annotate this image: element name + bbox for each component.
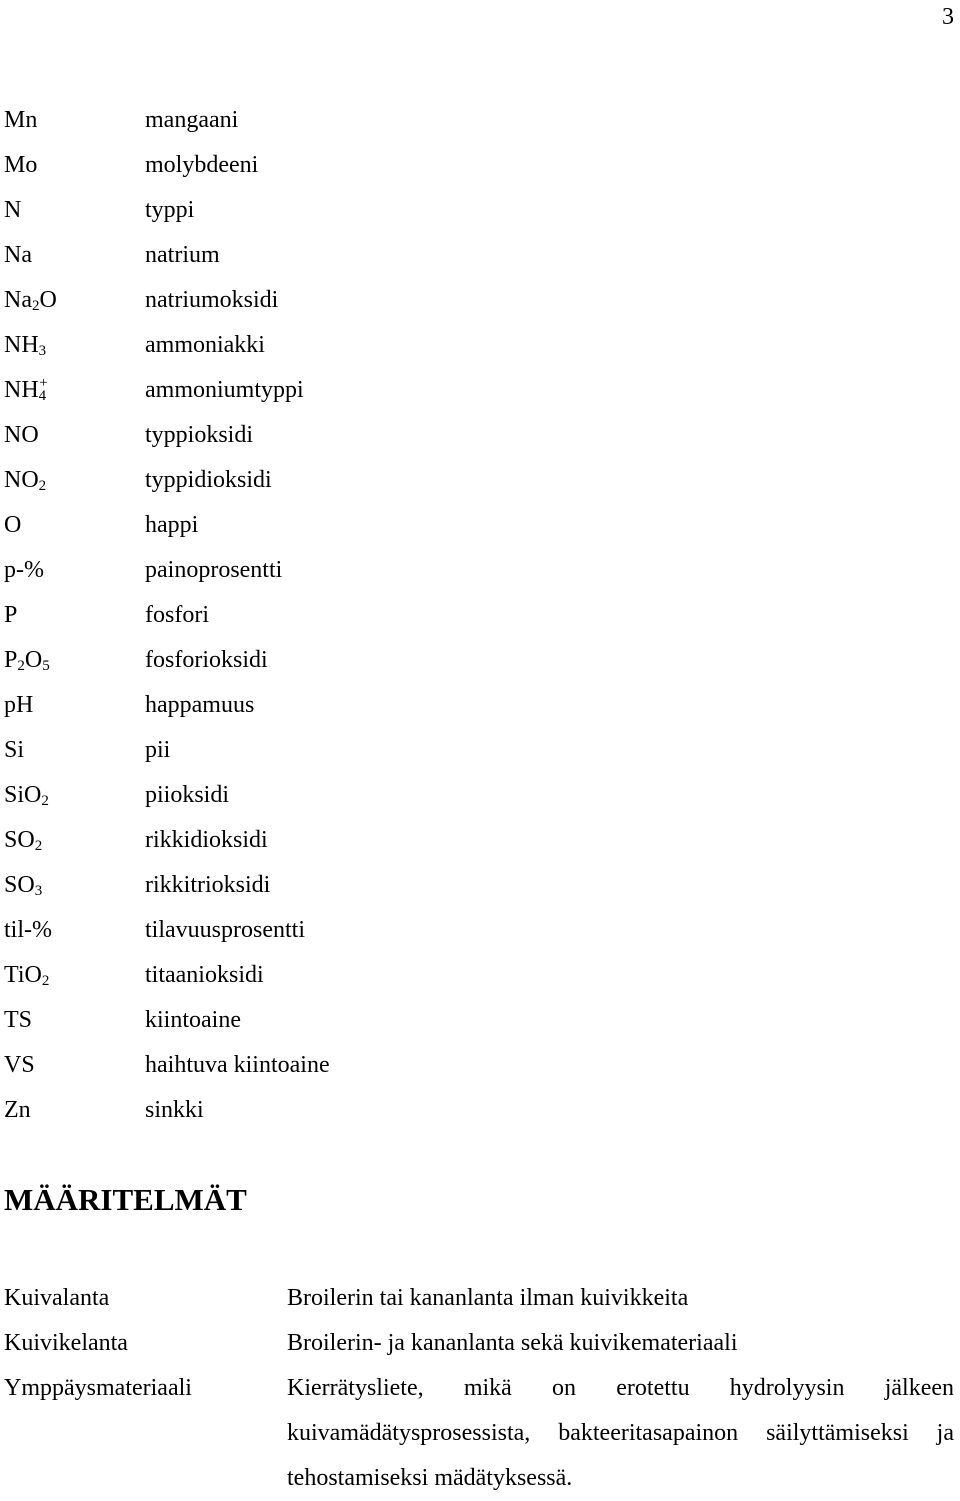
definitions-heading: MÄÄRITELMÄT [4, 1182, 247, 1217]
abbreviation-row [4, 548, 604, 593]
abbreviation-definition: pii [145, 737, 171, 763]
abbreviation-definition: typpioksidi [145, 422, 254, 448]
abbreviation-definition: happamuus [145, 692, 255, 718]
abbreviation-definition: ammoniakki [145, 332, 265, 358]
abbreviation-row [4, 638, 604, 683]
abbreviation-row [4, 503, 604, 548]
definition-row [4, 1366, 954, 1501]
abbreviation-term: TS [4, 1007, 33, 1033]
abbreviation-term: P [4, 602, 18, 628]
abbreviation-term: $NO_2$ [4, 467, 47, 494]
abbreviation-term: NO [4, 422, 39, 448]
abbreviation-definition: rikkitrioksidi [145, 872, 271, 898]
abbreviation-row [4, 818, 604, 863]
abbreviation-row [4, 1088, 604, 1133]
abbreviation-list [4, 98, 604, 1133]
abbreviation-term: $P_2O_5$ [4, 647, 50, 674]
definition-text: Broilerin tai kananlanta ilman kuivikkeita [287, 1285, 689, 1311]
abbreviation-row [4, 368, 604, 413]
abbreviation-row [4, 278, 604, 323]
definition-text: Kierrätysliete, mikä on erotettu hydrolyysin jälkeen kuivamädätysprosessista, bakteeritasapainon säilyttämiseksi ja tehostamiseksi mädätyksessä. [287, 1375, 954, 1491]
abbreviation-row [4, 458, 604, 503]
abbreviation-row [4, 188, 604, 233]
abbreviation-term: $NH_3$ [4, 332, 47, 359]
definition-text: Broilerin- ja kananlanta sekä kuivikemateriaali [287, 1330, 738, 1356]
abbreviation-definition: typpidioksidi [145, 467, 272, 493]
abbreviation-row [4, 953, 604, 998]
abbreviation-definition: happi [145, 512, 199, 538]
abbreviation-term: $SO_2$ [4, 827, 43, 854]
abbreviation-definition: sinkki [145, 1097, 204, 1123]
abbreviation-definition: molybdeeni [145, 152, 259, 178]
abbreviation-row [4, 323, 604, 368]
definition-row [4, 1321, 954, 1366]
abbreviation-row [4, 233, 604, 278]
abbreviation-row [4, 98, 604, 143]
abbreviation-row [4, 998, 604, 1043]
page-number: 3 [942, 4, 954, 30]
abbreviation-term: Mn [4, 107, 38, 133]
abbreviation-row [4, 683, 604, 728]
definitions-list [4, 1276, 954, 1501]
definition-term: Kuivalanta [4, 1285, 110, 1311]
abbreviation-definition: ammoniumtyppi [145, 377, 304, 403]
abbreviation-term: p-% [4, 557, 44, 583]
abbreviation-term: TiO$_2$ [4, 962, 50, 989]
abbreviation-term: til-% [4, 917, 52, 943]
abbreviation-term: VS [4, 1052, 35, 1078]
abbreviation-row [4, 773, 604, 818]
abbreviation-term: O [4, 512, 22, 538]
abbreviation-definition: piioksidi [145, 782, 230, 808]
abbreviation-definition: rikkidioksidi [145, 827, 268, 853]
abbreviation-definition: painoprosentti [145, 557, 283, 583]
abbreviation-term: SiO$_2$ [4, 782, 49, 809]
definition-term: Kuivikelanta [4, 1330, 128, 1356]
abbreviation-definition: natrium [145, 242, 220, 268]
abbreviation-term: pH [4, 692, 34, 718]
abbreviation-term: Zn [4, 1097, 31, 1123]
abbreviation-term: Si [4, 737, 25, 763]
abbreviation-definition: kiintoaine [145, 1007, 241, 1033]
abbreviation-definition: fosforioksidi [145, 647, 268, 673]
abbreviation-term: Na [4, 242, 32, 268]
abbreviation-definition: titaanioksidi [145, 962, 264, 988]
abbreviation-term: N [4, 197, 22, 223]
abbreviation-term: $Na_2O$ [4, 287, 57, 314]
abbreviation-row [4, 413, 604, 458]
abbreviation-definition: mangaani [145, 107, 239, 133]
abbreviation-definition: fosfori [145, 602, 209, 628]
abbreviation-definition: haihtuva kiintoaine [145, 1052, 330, 1078]
abbreviation-definition: typpi [145, 197, 195, 223]
abbreviation-term: Mo [4, 152, 38, 178]
abbreviation-definition: tilavuusprosentti [145, 917, 305, 943]
definition-row [4, 1276, 954, 1321]
definition-term: Ymppäysmateriaali [4, 1375, 192, 1401]
abbreviation-row [4, 1043, 604, 1088]
abbreviation-definition: natriumoksidi [145, 287, 279, 313]
abbreviation-term: $NH_4^+$ [4, 375, 48, 404]
abbreviation-row [4, 593, 604, 638]
abbreviation-row [4, 863, 604, 908]
abbreviation-row [4, 908, 604, 953]
abbreviation-row [4, 143, 604, 188]
abbreviation-term: $SO_3$ [4, 872, 43, 899]
abbreviation-row [4, 728, 604, 773]
